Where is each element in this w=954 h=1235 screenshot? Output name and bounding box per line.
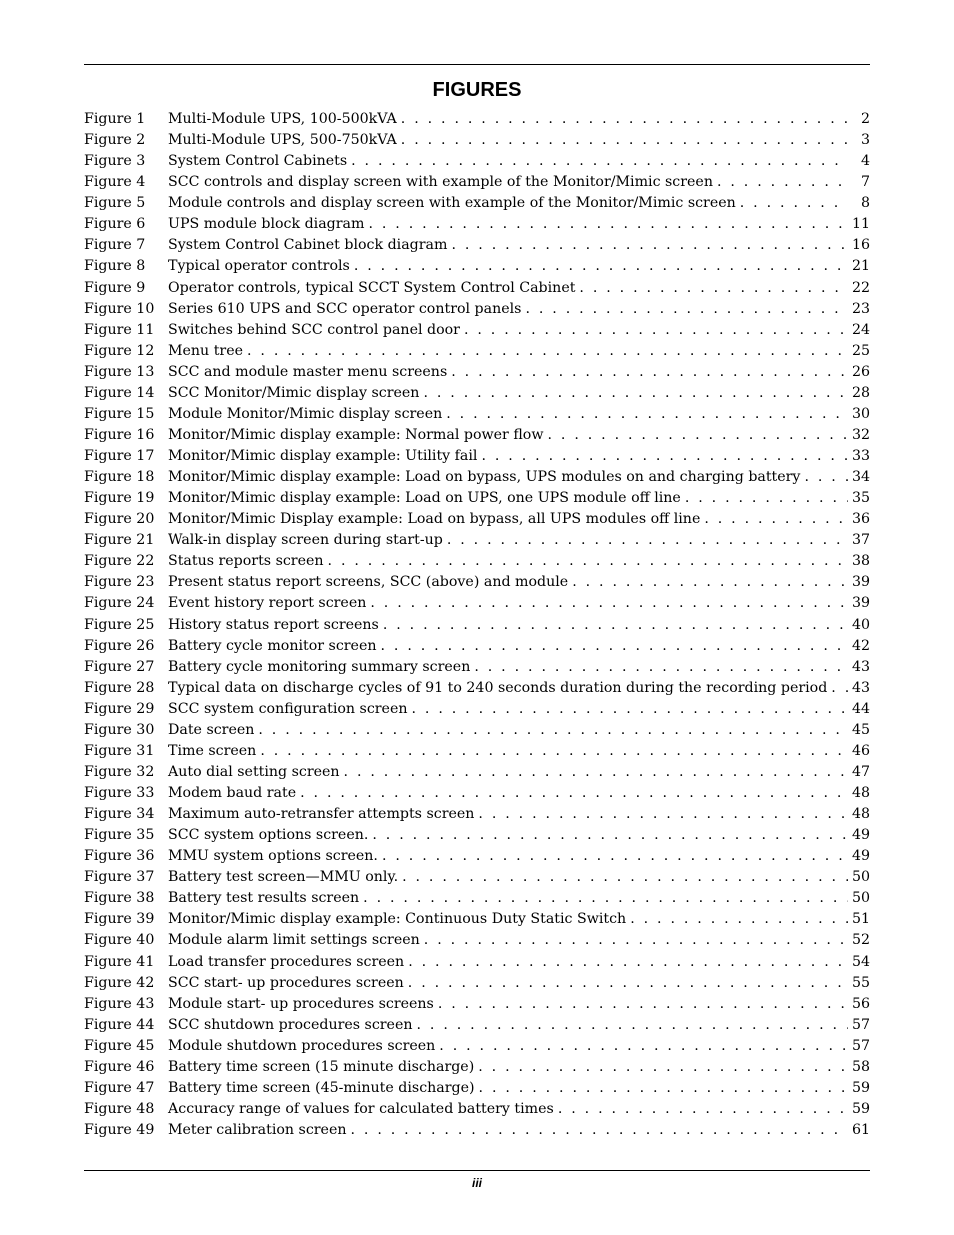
dot-leader xyxy=(547,425,847,446)
figure-number: Figure 14 xyxy=(84,384,155,401)
figure-page-number: 39 xyxy=(851,595,870,612)
figure-entry[interactable] xyxy=(84,636,870,657)
figure-entry[interactable] xyxy=(84,320,870,341)
figure-title: Battery test results screen xyxy=(168,890,360,907)
figure-entry[interactable] xyxy=(84,509,870,530)
figure-entry[interactable] xyxy=(84,888,870,909)
figure-title: Monitor/Mimic Display example: Load on bypass, all UPS modules off line xyxy=(168,511,701,528)
dot-leader xyxy=(412,699,848,720)
figure-page-number: 3 xyxy=(860,132,870,149)
figure-title: Monitor/Mimic display example: Utility fail xyxy=(168,448,478,464)
figure-page-number: 25 xyxy=(851,342,870,359)
dot-leader xyxy=(740,193,848,214)
figure-page-number: 39 xyxy=(851,574,870,591)
figure-page-number: 11 xyxy=(851,216,870,233)
dot-leader xyxy=(478,1057,848,1078)
figure-page-number: 35 xyxy=(851,490,870,507)
figure-entry[interactable] xyxy=(84,762,870,783)
figure-entry[interactable] xyxy=(84,299,870,320)
figure-title: History status report screens xyxy=(168,616,379,633)
figure-entry[interactable] xyxy=(84,741,870,762)
dot-leader xyxy=(383,615,848,636)
dot-leader xyxy=(831,678,848,699)
figure-number: Figure 46 xyxy=(84,1058,155,1075)
figure-page-number: 21 xyxy=(851,258,870,275)
figure-entry[interactable] xyxy=(84,615,870,636)
figure-number: Figure 7 xyxy=(84,237,146,254)
dot-leader xyxy=(344,762,848,783)
dot-leader xyxy=(478,804,848,825)
figure-page-number: 59 xyxy=(851,1079,870,1096)
figure-entry[interactable] xyxy=(84,109,870,130)
figure-page-number: 38 xyxy=(851,553,870,570)
figure-title: Present status report screens, SCC (above) and module xyxy=(168,574,569,591)
figure-entry[interactable] xyxy=(84,909,870,930)
dot-leader xyxy=(408,973,848,994)
figure-page-number: 55 xyxy=(851,974,870,991)
figure-page-number: 52 xyxy=(851,932,870,949)
dot-leader xyxy=(363,888,848,909)
figure-page-number: 49 xyxy=(851,848,870,865)
figure-title: Monitor/Mimic display example: Load on UPS, one UPS module off line xyxy=(168,490,681,507)
figure-entry[interactable] xyxy=(84,256,870,277)
dot-leader xyxy=(350,1120,847,1141)
figure-title: Battery cycle monitoring summary screen xyxy=(168,658,471,675)
figure-page-number: 28 xyxy=(851,384,870,401)
figure-entry[interactable] xyxy=(84,425,870,446)
figure-number: Figure 16 xyxy=(84,426,155,443)
figure-entry[interactable] xyxy=(84,846,870,867)
figure-entry[interactable] xyxy=(84,1057,870,1078)
dot-leader xyxy=(370,593,848,614)
figure-page-number: 47 xyxy=(851,763,870,780)
figure-title: Typical data on discharge cycles of 91 to 240 seconds duration during the recording period xyxy=(168,679,828,696)
figure-entry[interactable] xyxy=(84,1015,870,1036)
figure-number: Figure 29 xyxy=(84,700,155,717)
figure-entry[interactable] xyxy=(84,930,870,951)
dot-leader xyxy=(447,530,848,551)
figure-number: Figure 11 xyxy=(84,321,155,338)
dot-leader xyxy=(438,994,848,1015)
figure-page-number: 56 xyxy=(851,995,870,1012)
figure-entry[interactable] xyxy=(84,657,870,678)
figure-title: Walk-in display screen during start-up xyxy=(168,532,443,549)
dot-leader xyxy=(685,488,848,509)
figure-title: Module controls and display screen with example of the Monitor/Mimic screen xyxy=(168,195,736,212)
figure-page-number: 24 xyxy=(851,321,870,338)
figure-page-number: 58 xyxy=(851,1058,870,1075)
figure-entry[interactable] xyxy=(84,172,870,193)
figure-title: Battery test screen—MMU only. xyxy=(168,869,399,886)
dot-leader xyxy=(372,825,848,846)
figure-page-number: 59 xyxy=(851,1100,870,1117)
dot-leader xyxy=(446,404,848,425)
dot-leader xyxy=(260,741,848,762)
figure-entry[interactable] xyxy=(84,214,870,235)
dot-leader xyxy=(382,846,848,867)
dot-leader xyxy=(424,930,848,951)
figure-title: Event history report screen xyxy=(168,595,367,612)
figure-title: Multi-Module UPS, 100-500kVA xyxy=(168,111,397,127)
figure-page-number: 4 xyxy=(860,153,870,170)
figure-page-number: 22 xyxy=(851,279,870,296)
figure-title: Accuracy range of values for calculated battery times xyxy=(168,1100,554,1117)
figure-page-number: 61 xyxy=(851,1122,870,1138)
dot-leader xyxy=(380,636,847,657)
figure-entry[interactable] xyxy=(84,341,870,362)
figure-title: Menu tree xyxy=(168,342,243,359)
figure-number: Figure 48 xyxy=(84,1100,155,1117)
page-number: iii xyxy=(471,1176,482,1190)
figure-entry[interactable] xyxy=(84,572,870,593)
figure-number: Figure 6 xyxy=(84,216,146,233)
figure-number: Figure 43 xyxy=(84,995,155,1012)
dot-leader xyxy=(258,720,848,741)
figure-page-number: 43 xyxy=(851,679,870,696)
figure-page-number: 48 xyxy=(851,806,870,823)
figure-number: Figure 22 xyxy=(84,553,155,570)
bottom-rule xyxy=(84,1170,870,1171)
figure-number: Figure 13 xyxy=(84,363,155,380)
figure-entry[interactable] xyxy=(84,362,870,383)
figure-title: Module start- up procedures screens xyxy=(168,995,434,1012)
dot-leader xyxy=(558,1099,848,1120)
figure-entry[interactable] xyxy=(84,699,870,720)
figure-entry[interactable] xyxy=(84,720,870,741)
figure-number: Figure 27 xyxy=(84,658,155,675)
figure-number: Figure 15 xyxy=(84,405,155,422)
figure-entry[interactable] xyxy=(84,130,870,151)
figure-page-number: 44 xyxy=(851,700,870,717)
figure-title: SCC shutdown procedures screen xyxy=(168,1016,413,1033)
figure-page-number: 57 xyxy=(851,1016,870,1033)
dot-leader xyxy=(717,172,848,193)
figure-entry[interactable] xyxy=(84,1078,870,1099)
figure-number: Figure 1 xyxy=(84,111,146,127)
figure-number: Figure 31 xyxy=(84,742,155,759)
figure-entry[interactable] xyxy=(84,867,870,888)
figure-number: Figure 36 xyxy=(84,848,155,865)
dot-leader xyxy=(423,383,847,404)
figure-number: Figure 49 xyxy=(84,1122,155,1138)
figure-number: Figure 19 xyxy=(84,490,155,507)
figure-page-number: 45 xyxy=(851,721,870,738)
figure-number: Figure 44 xyxy=(84,1016,155,1033)
figure-number: Figure 21 xyxy=(84,532,155,549)
figure-title: SCC start- up procedures screen xyxy=(168,974,404,991)
figure-number: Figure 32 xyxy=(84,763,155,780)
figure-page-number: 54 xyxy=(851,953,870,970)
dot-leader xyxy=(579,278,848,299)
figure-page-number: 34 xyxy=(851,469,870,486)
figure-page-number: 49 xyxy=(851,827,870,844)
figure-entry[interactable] xyxy=(84,593,870,614)
dot-leader xyxy=(417,1015,848,1036)
figure-title: Monitor/Mimic display example: Continuous Duty Static Switch xyxy=(168,911,627,928)
figure-entry[interactable] xyxy=(84,467,870,488)
figure-title: Load transfer procedures screen xyxy=(168,953,405,970)
figure-title: SCC Monitor/Mimic display screen xyxy=(168,384,420,401)
figure-entry[interactable] xyxy=(84,383,870,404)
figure-title: Status reports screen xyxy=(168,553,324,570)
figure-number: Figure 30 xyxy=(84,721,155,738)
figure-entry[interactable] xyxy=(84,193,870,214)
figure-title: Maximum auto-retransfer attempts screen xyxy=(168,806,475,823)
figure-entry[interactable] xyxy=(84,1120,870,1141)
figure-number: Figure 12 xyxy=(84,342,155,359)
figure-entry[interactable] xyxy=(84,404,870,425)
figure-title: Series 610 UPS and SCC operator control panels xyxy=(168,300,522,317)
dot-leader xyxy=(572,572,848,593)
dot-leader xyxy=(247,341,848,362)
figure-entry[interactable] xyxy=(84,804,870,825)
figure-number: Figure 17 xyxy=(84,448,155,464)
figure-title: Time screen xyxy=(168,742,257,759)
figure-page-number: 43 xyxy=(851,658,870,675)
figure-page-number: 40 xyxy=(851,616,870,633)
figure-number: Figure 26 xyxy=(84,637,155,654)
figure-number: Figure 4 xyxy=(84,174,146,191)
figure-page-number: 36 xyxy=(851,511,870,528)
dot-leader xyxy=(804,467,847,488)
figure-number: Figure 23 xyxy=(84,574,155,591)
dot-leader xyxy=(439,1036,848,1057)
figure-entry[interactable] xyxy=(84,952,870,973)
dot-leader xyxy=(368,214,847,235)
figure-number: Figure 18 xyxy=(84,469,155,486)
figure-page-number: 23 xyxy=(851,300,870,317)
figure-list xyxy=(84,109,870,1141)
dot-leader xyxy=(402,867,848,888)
figure-title: Monitor/Mimic display example: Normal power flow xyxy=(168,426,544,443)
figure-title: Typical operator controls xyxy=(168,258,350,275)
figure-entry[interactable] xyxy=(84,783,870,804)
figure-title: Date screen xyxy=(168,721,255,738)
figure-entry[interactable] xyxy=(84,551,870,572)
figure-number: Figure 10 xyxy=(84,300,155,317)
figure-number: Figure 35 xyxy=(84,827,155,844)
figure-page-number: 37 xyxy=(851,532,870,549)
dot-leader xyxy=(481,446,847,467)
figure-number: Figure 37 xyxy=(84,869,155,886)
dot-leader xyxy=(630,909,848,930)
figure-entry[interactable] xyxy=(84,278,870,299)
figure-number: Figure 40 xyxy=(84,932,155,949)
figure-page-number: 33 xyxy=(851,448,870,464)
figure-number: Figure 41 xyxy=(84,953,155,970)
figure-number: Figure 42 xyxy=(84,974,155,991)
figure-title: SCC and module master menu screens xyxy=(168,363,448,380)
figure-title: Modem baud rate xyxy=(168,785,297,801)
figure-entry[interactable] xyxy=(84,446,870,467)
figure-entry[interactable] xyxy=(84,1099,870,1120)
top-rule xyxy=(84,64,870,65)
figure-page-number: 8 xyxy=(860,195,870,212)
dot-leader xyxy=(451,235,848,256)
dot-leader xyxy=(351,151,848,172)
figure-title: Operator controls, typical SCCT System Control Cabinet xyxy=(168,279,576,296)
dot-leader xyxy=(479,1078,848,1099)
figure-number: Figure 33 xyxy=(84,785,155,801)
figure-entry[interactable] xyxy=(84,994,870,1015)
figure-entry[interactable] xyxy=(84,678,870,699)
figure-page-number: 46 xyxy=(851,742,870,759)
figure-title: Module Monitor/Mimic display screen xyxy=(168,405,443,422)
figure-title: SCC system configuration screen xyxy=(168,700,408,717)
figure-title: Battery time screen (15 minute discharge) xyxy=(168,1058,475,1075)
figure-title: Monitor/Mimic display example: Load on bypass, UPS modules on and charging battery xyxy=(168,469,801,486)
figure-number: Figure 39 xyxy=(84,911,155,928)
figure-entry[interactable] xyxy=(84,530,870,551)
figure-page-number: 48 xyxy=(851,785,870,801)
dot-leader xyxy=(401,109,848,130)
dot-leader xyxy=(464,320,848,341)
figure-page-number: 26 xyxy=(851,363,870,380)
figure-title: MMU system options screen. xyxy=(168,848,378,865)
dot-leader xyxy=(300,783,848,804)
figure-number: Figure 25 xyxy=(84,616,155,633)
dot-leader xyxy=(401,130,848,151)
figure-page-number: 2 xyxy=(860,111,870,127)
figure-title: Multi-Module UPS, 500-750kVA xyxy=(168,132,397,149)
figure-title: System Control Cabinet block diagram xyxy=(168,237,448,254)
figure-entry[interactable] xyxy=(84,151,870,172)
figure-number: Figure 3 xyxy=(84,153,146,170)
dot-leader xyxy=(451,362,848,383)
figure-title: Module alarm limit settings screen xyxy=(168,932,420,949)
figure-page-number: 7 xyxy=(860,174,870,191)
figure-page-number: 32 xyxy=(851,426,870,443)
figure-title: System Control Cabinets xyxy=(168,153,348,170)
figure-entry[interactable] xyxy=(84,825,870,846)
figure-number: Figure 28 xyxy=(84,679,155,696)
figure-entry[interactable] xyxy=(84,973,870,994)
figure-page-number: 51 xyxy=(851,911,870,928)
figure-title: Battery time screen (45-minute discharge) xyxy=(168,1079,475,1096)
figure-number: Figure 45 xyxy=(84,1037,155,1054)
figure-number: Figure 38 xyxy=(84,890,155,907)
figure-entry[interactable] xyxy=(84,488,870,509)
figure-title: Meter calibration screen xyxy=(168,1122,347,1138)
figure-page-number: 50 xyxy=(851,890,870,907)
dot-leader xyxy=(328,551,848,572)
figure-number: Figure 8 xyxy=(84,258,146,275)
figure-page-number: 30 xyxy=(851,405,870,422)
page-heading: FIGURES xyxy=(432,79,522,101)
dot-leader xyxy=(525,299,847,320)
figure-title: Module shutdown procedures screen xyxy=(168,1037,436,1054)
figure-page-number: 16 xyxy=(851,237,870,254)
figure-number: Figure 20 xyxy=(84,511,155,528)
figure-entry[interactable] xyxy=(84,1036,870,1057)
figure-number: Figure 2 xyxy=(84,132,146,149)
figure-number: Figure 34 xyxy=(84,806,155,823)
dot-leader xyxy=(354,256,848,277)
figure-title: Switches behind SCC control panel door xyxy=(168,321,460,338)
figure-page-number: 42 xyxy=(851,637,870,654)
dot-leader xyxy=(474,657,848,678)
figure-number: Figure 5 xyxy=(84,195,146,212)
figure-title: SCC controls and display screen with example of the Monitor/Mimic screen xyxy=(168,174,713,191)
dot-leader xyxy=(408,952,848,973)
figure-title: UPS module block diagram xyxy=(168,216,365,233)
figure-title: Auto dial setting screen xyxy=(168,763,340,780)
figure-number: Figure 24 xyxy=(84,595,155,612)
figure-page-number: 57 xyxy=(851,1037,870,1054)
figure-entry[interactable] xyxy=(84,235,870,256)
dot-leader xyxy=(704,509,848,530)
figure-number: Figure 9 xyxy=(84,279,146,296)
figure-page-number: 50 xyxy=(851,869,870,886)
figure-title: Battery cycle monitor screen xyxy=(168,637,377,654)
figure-title: SCC system options screen. xyxy=(168,827,369,844)
figure-number: Figure 47 xyxy=(84,1079,155,1096)
